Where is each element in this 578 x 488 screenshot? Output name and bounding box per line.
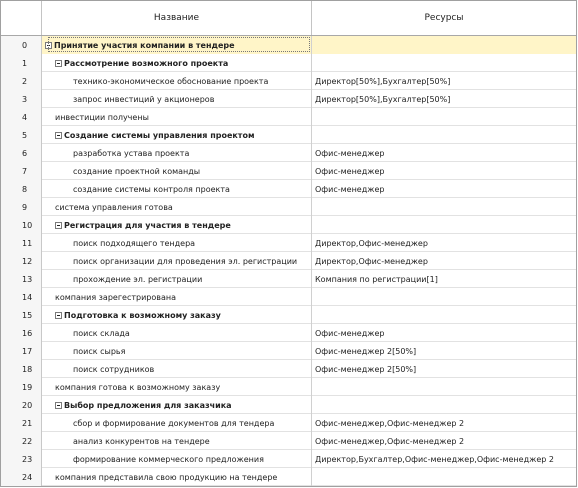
resources-cell[interactable]: Офис-менеджер xyxy=(315,184,385,194)
table-row[interactable] xyxy=(1,324,576,342)
resources-cell[interactable] xyxy=(312,126,576,144)
task-name-label: Выбор предложения для заказчика xyxy=(64,400,232,410)
header-select-all[interactable] xyxy=(1,1,42,35)
task-name-label: компания представила свою продукцию на тендере xyxy=(55,472,278,482)
resources-cell[interactable]: Офис-менеджер,Офис-менеджер 2 xyxy=(315,418,465,428)
table-row[interactable] xyxy=(1,306,576,324)
task-name-cell[interactable] xyxy=(42,360,312,378)
task-name-label: прохождение эл. регистрации xyxy=(73,274,203,284)
task-name-label: поиск организации для проведения эл. регистрации xyxy=(73,256,298,266)
row-number[interactable]: 19 xyxy=(1,378,42,396)
table-row[interactable] xyxy=(1,360,576,378)
row-number[interactable]: 0 xyxy=(1,36,42,54)
task-name-cell[interactable] xyxy=(42,180,312,198)
task-name-label: поиск склада xyxy=(73,328,130,338)
row-number[interactable]: 17 xyxy=(1,342,42,360)
task-name-cell[interactable] xyxy=(42,414,312,432)
table-row[interactable] xyxy=(1,468,576,486)
row-number[interactable]: 20 xyxy=(1,396,42,414)
collapse-icon[interactable] xyxy=(55,60,62,67)
resources-cell[interactable]: Директор[50%],Бухгалтер[50%] xyxy=(315,94,451,104)
task-name-label: поиск сырья xyxy=(73,346,126,356)
row-number[interactable]: 8 xyxy=(1,180,42,198)
table-row[interactable] xyxy=(1,414,576,432)
table-row[interactable] xyxy=(1,72,576,90)
row-number[interactable]: 16 xyxy=(1,324,42,342)
row-number[interactable]: 13 xyxy=(1,270,42,288)
task-name-cell[interactable] xyxy=(42,162,312,180)
row-number[interactable]: 10 xyxy=(1,216,42,234)
task-name-cell[interactable] xyxy=(42,432,312,450)
table-row[interactable] xyxy=(1,36,576,54)
task-name-cell[interactable] xyxy=(42,252,312,270)
task-name-cell[interactable] xyxy=(42,342,312,360)
row-number[interactable]: 4 xyxy=(1,108,42,126)
table-row[interactable] xyxy=(1,162,576,180)
task-name-cell[interactable] xyxy=(42,90,312,108)
row-number[interactable]: 1 xyxy=(1,54,42,72)
table-row[interactable] xyxy=(1,342,576,360)
task-name-label: Подготовка к возможному заказу xyxy=(64,310,221,320)
row-number[interactable]: 22 xyxy=(1,432,42,450)
grid-header xyxy=(1,1,576,36)
row-number[interactable]: 2 xyxy=(1,72,42,90)
task-name-cell[interactable] xyxy=(42,144,312,162)
task-name-cell[interactable] xyxy=(42,468,312,486)
row-number[interactable]: 11 xyxy=(1,234,42,252)
resources-cell[interactable]: Офис-менеджер,Офис-менеджер 2 xyxy=(315,436,465,446)
row-number[interactable]: 7 xyxy=(1,162,42,180)
resources-cell[interactable]: Директор,Офис-менеджер xyxy=(315,238,428,248)
resources-cell[interactable] xyxy=(312,378,576,396)
resources-cell[interactable]: Директор,Бухгалтер,Офис-менеджер,Офис-менеджер 2 xyxy=(315,454,554,464)
row-number[interactable]: 12 xyxy=(1,252,42,270)
resources-cell[interactable] xyxy=(312,54,576,72)
table-row[interactable] xyxy=(1,450,576,468)
task-name-label: разработка устава проекта xyxy=(73,148,190,158)
table-row[interactable] xyxy=(1,432,576,450)
resources-cell[interactable] xyxy=(312,396,576,414)
row-number[interactable]: 9 xyxy=(1,198,42,216)
task-name-cell[interactable] xyxy=(42,306,312,324)
task-name-label: Создание системы управления проектом xyxy=(64,130,255,140)
task-name-label: сбор и формирование документов для тендера xyxy=(73,418,275,428)
task-name-label: запрос инвестиций у акционеров xyxy=(73,94,215,104)
task-name-label: инвестиции получены xyxy=(55,112,149,122)
row-number[interactable]: 14 xyxy=(1,288,42,306)
task-name-label: компания зарегестрирована xyxy=(55,292,177,302)
collapse-icon[interactable] xyxy=(55,222,62,229)
task-name-label: формирование коммерческого предложения xyxy=(73,454,264,464)
task-name-cell[interactable] xyxy=(42,324,312,342)
resources-cell[interactable] xyxy=(312,306,576,324)
task-name-cell[interactable] xyxy=(42,54,312,72)
task-name-label: Рассмотрение возможного проекта xyxy=(64,58,229,68)
table-row[interactable] xyxy=(1,216,576,234)
task-name-cell[interactable] xyxy=(42,216,312,234)
table-row[interactable] xyxy=(1,126,576,144)
resources-cell[interactable]: Офис-менеджер xyxy=(315,328,385,338)
task-name-label: технико-экономическое обоснование проекта xyxy=(73,76,269,86)
collapse-icon[interactable] xyxy=(55,402,62,409)
table-row[interactable] xyxy=(1,252,576,270)
task-name-label: создание системы контроля проекта xyxy=(73,184,230,194)
table-row[interactable] xyxy=(1,378,576,396)
resources-cell[interactable]: Офис-менеджер xyxy=(315,166,385,176)
task-name-cell[interactable] xyxy=(42,450,312,468)
row-number[interactable]: 23 xyxy=(1,450,42,468)
row-number[interactable]: 21 xyxy=(1,414,42,432)
resources-cell[interactable]: Компания по регистрации[1] xyxy=(315,274,438,284)
task-name-cell[interactable] xyxy=(42,126,312,144)
table-row[interactable] xyxy=(1,54,576,72)
resources-cell[interactable]: Офис-менеджер xyxy=(315,148,385,158)
table-row[interactable] xyxy=(1,144,576,162)
resources-cell[interactable]: Офис-менеджер 2[50%] xyxy=(315,346,417,356)
collapse-icon[interactable] xyxy=(45,42,52,49)
resources-cell[interactable]: Директор[50%],Бухгалтер[50%] xyxy=(315,76,451,86)
row-number[interactable]: 15 xyxy=(1,306,42,324)
task-name-cell[interactable] xyxy=(42,396,312,414)
table-row[interactable] xyxy=(1,180,576,198)
resources-cell[interactable] xyxy=(312,36,576,54)
resources-cell[interactable]: Директор,Офис-менеджер xyxy=(315,256,428,266)
task-name-label: поиск подходящего тендера xyxy=(73,238,196,248)
resources-cell[interactable] xyxy=(312,468,576,486)
task-name-cell[interactable] xyxy=(42,234,312,252)
row-number[interactable]: 6 xyxy=(1,144,42,162)
row-number[interactable]: 18 xyxy=(1,360,42,378)
table-row[interactable] xyxy=(1,198,576,216)
resources-cell[interactable] xyxy=(312,108,576,126)
row-number[interactable]: 3 xyxy=(1,90,42,108)
table-row[interactable] xyxy=(1,270,576,288)
resources-cell[interactable] xyxy=(312,288,576,306)
task-name-label: Регистрация для участия в тендере xyxy=(64,220,231,230)
row-number[interactable]: 24 xyxy=(1,468,42,486)
task-name-cell[interactable] xyxy=(42,288,312,306)
task-name-label: Принятие участия компании в тендере xyxy=(54,40,235,50)
table-row[interactable] xyxy=(1,288,576,306)
resources-cell[interactable] xyxy=(312,198,576,216)
resources-cell[interactable] xyxy=(312,216,576,234)
task-name-cell[interactable] xyxy=(42,36,312,54)
resources-cell[interactable]: Офис-менеджер 2[50%] xyxy=(315,364,417,374)
header-resources-column[interactable]: Ресурсы xyxy=(424,13,464,23)
table-row[interactable] xyxy=(1,108,576,126)
task-name-cell[interactable] xyxy=(42,378,312,396)
table-row[interactable] xyxy=(1,90,576,108)
collapse-icon[interactable] xyxy=(55,312,62,319)
task-name-label: компания готова к возможному заказу xyxy=(55,382,221,392)
task-name-cell[interactable] xyxy=(42,108,312,126)
task-name-label: система управления готова xyxy=(55,202,173,212)
row-number[interactable]: 5 xyxy=(1,126,42,144)
collapse-icon[interactable] xyxy=(55,132,62,139)
table-row[interactable] xyxy=(1,234,576,252)
task-name-label: поиск сотрудников xyxy=(73,364,155,374)
task-name-label: создание проектной команды xyxy=(73,166,201,176)
task-name-cell[interactable] xyxy=(42,198,312,216)
task-name-cell[interactable] xyxy=(42,270,312,288)
table-row[interactable] xyxy=(1,396,576,414)
task-name-cell[interactable] xyxy=(42,72,312,90)
task-name-label: анализ конкурентов на тендере xyxy=(73,436,210,446)
header-name-column[interactable]: Название xyxy=(42,1,312,35)
